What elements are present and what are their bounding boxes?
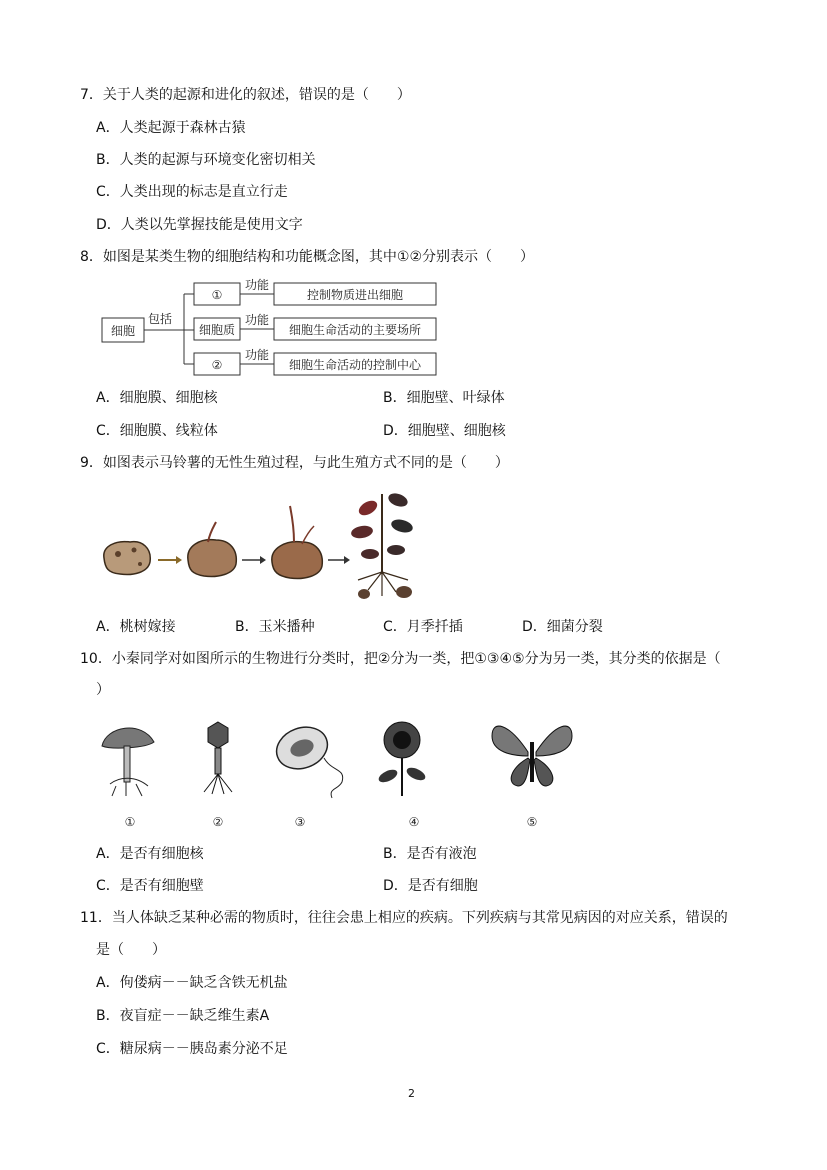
q11-option-b: B．夜盲症－－缺乏维生素A: [96, 1008, 270, 1024]
diagram-function-label-2: 功能: [244, 313, 270, 327]
q9-option-b: B．玉米播种: [235, 619, 315, 635]
diagram-part-1: ①: [211, 288, 223, 302]
diagram-part-2: 细胞质: [198, 323, 236, 337]
q10-option-c: C．是否有细胞壁: [96, 878, 204, 894]
arrow-icon: [158, 556, 182, 564]
bacteriophage-image: [204, 722, 232, 794]
q10-stem-line2: ）: [96, 682, 110, 698]
potato-stage-1-image: [104, 542, 150, 575]
diagram-root-label: 细胞: [110, 324, 136, 338]
q9-option-d: D．细菌分裂: [522, 619, 603, 635]
q7-option-c: C．人类出现的标志是直立行走: [96, 184, 288, 200]
butterfly-image: [492, 726, 572, 786]
organism-label-3: ③: [294, 815, 306, 829]
arrow-icon: [328, 556, 350, 564]
diagram-function-3: 细胞生命活动的控制中心: [288, 358, 422, 372]
potato-reproduction-figure: [96, 480, 426, 608]
q9-stem: 9．如图表示马铃薯的无性生殖过程，与此生殖方式不同的是（ ）: [80, 455, 509, 471]
q10-option-b: B．是否有液泡: [383, 846, 477, 862]
organism-label-1: ①: [124, 815, 136, 829]
q8-stem: 8．如图是某类生物的细胞结构和功能概念图，其中①②分别表示（ ）: [80, 249, 535, 265]
diagram-part-3: ②: [211, 358, 223, 372]
q10-stem-line1: 10．小秦同学对如图所示的生物进行分类时，把②分为一类，把①③④⑤分为另一类，其分类的依据是（: [80, 651, 721, 667]
bacterium-image: [271, 720, 343, 798]
mushroom-image: [102, 728, 154, 796]
q7-stem: 7．关于人类的起源和进化的叙述，错误的是（ ）: [80, 87, 411, 103]
diagram-function-label-1: 功能: [244, 278, 270, 292]
sunflower-image: [377, 722, 427, 796]
organism-label-4: ④: [408, 815, 420, 829]
q11-stem-line2: 是（ ）: [96, 942, 166, 958]
q7-option-d: D．人类以先掌握技能是使用文字: [96, 217, 303, 233]
q9-option-c: C．月季扦插: [383, 619, 463, 635]
q8-option-b: B．细胞壁、叶绿体: [383, 390, 505, 406]
q10-option-d: D．是否有细胞: [383, 878, 478, 894]
diagram-function-2: 细胞生命活动的主要场所: [288, 323, 422, 337]
diagram-include-label: 包括: [147, 312, 173, 326]
q11-option-a: A．佝偻病－－缺乏含铁无机盐: [96, 975, 288, 991]
organisms-figure: [96, 712, 586, 838]
arrow-icon: [242, 556, 266, 564]
q9-option-a: A．桃树嫁接: [96, 619, 176, 635]
potato-stage-3-image: [272, 506, 322, 579]
cell-concept-diagram: [96, 276, 446, 380]
potato-stage-2-image: [188, 522, 236, 577]
q11-stem-line1: 11．当人体缺乏某种必需的物质时，往往会患上相应的疾病。下列疾病与其常见病因的对应关系，错误的: [80, 910, 728, 926]
q7-option-a: A．人类起源于森林古猿: [96, 120, 246, 136]
q11-option-c: C．糖尿病－－胰岛素分泌不足: [96, 1041, 288, 1057]
q8-option-c: C．细胞膜、线粒体: [96, 423, 218, 439]
q8-option-a: A．细胞膜、细胞核: [96, 390, 218, 406]
page-number: 2: [408, 1087, 415, 1100]
organism-label-2: ②: [212, 815, 224, 829]
organism-label-5: ⑤: [526, 815, 538, 829]
q10-option-a: A．是否有细胞核: [96, 846, 204, 862]
diagram-function-1: 控制物质进出细胞: [306, 288, 404, 302]
potato-plant-image: [350, 491, 414, 599]
q8-option-d: D．细胞壁、细胞核: [383, 423, 506, 439]
q7-option-b: B．人类的起源与环境变化密切相关: [96, 152, 316, 168]
diagram-function-label-3: 功能: [244, 348, 270, 362]
